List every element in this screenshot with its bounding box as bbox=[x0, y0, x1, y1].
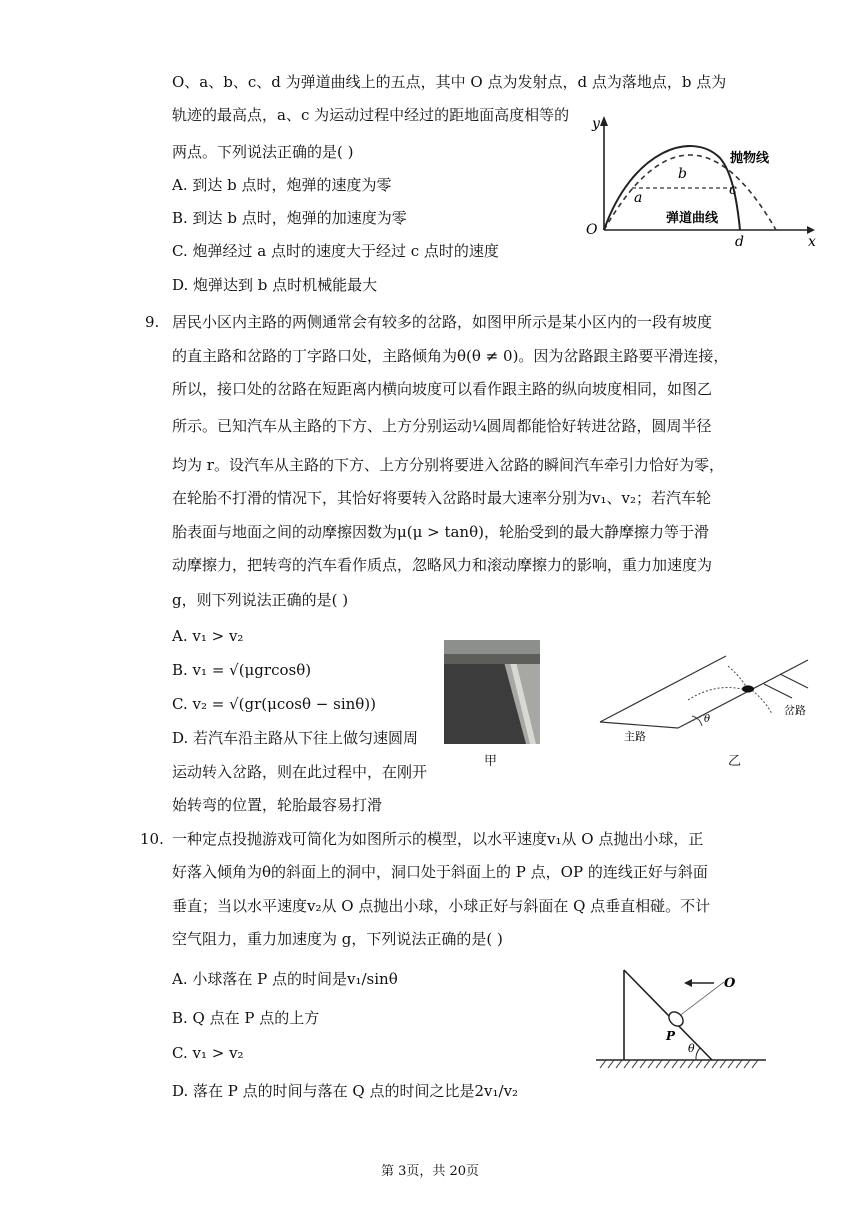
q9-option-d-2: 运动转入岔路，则在此过程中，在刚开 bbox=[172, 763, 428, 781]
q8-point-a: a bbox=[634, 190, 643, 206]
q9-main-road-label: 主路 bbox=[624, 730, 646, 743]
q9-theta-label: θ bbox=[704, 714, 711, 725]
q8-x-axis-label: x bbox=[808, 234, 816, 250]
q9-line-5: 均为 r。设汽车从主路的下方、上方分别将要进入岔路的瞬间汽车牵引力恰好为零， bbox=[172, 456, 724, 474]
q8-trajectory-figure bbox=[582, 110, 822, 250]
q9-line-6: 在轮胎不打滑的情况下，其恰好将要转入岔路时最大速率分别为v₁、v₂；若汽车轮 bbox=[172, 489, 711, 507]
q10-line-4: 空气阻力，重力加速度为 g，下列说法正确的是( ) bbox=[172, 930, 503, 948]
q10-point-o-label: O bbox=[724, 976, 736, 991]
q9-option-d-1: D. 若汽车沿主路从下往上做匀速圆周 bbox=[172, 729, 419, 747]
q8-point-d: d bbox=[735, 234, 744, 250]
q10-number: 10. bbox=[140, 830, 164, 848]
q9-fig-jia-caption: 甲 bbox=[484, 754, 498, 769]
q10-theta-label: θ bbox=[688, 1042, 695, 1055]
q9-photo-jia bbox=[444, 640, 540, 744]
q9-branch-road-label: 岔路 bbox=[784, 704, 806, 717]
q8-option-a: A. 到达 b 点时，炮弹的速度为零 bbox=[172, 176, 392, 194]
q9-number: 9. bbox=[145, 313, 160, 331]
q9-line-3: 所以，接口处的岔路在短距离内横向坡度可以看作跟主路的纵向坡度相同，如图乙 bbox=[172, 380, 713, 398]
q9-option-d-3: 始转弯的位置，轮胎最容易打滑 bbox=[172, 796, 383, 814]
q8-option-c: C. 炮弹经过 a 点时的速度大于经过 c 点时的速度 bbox=[172, 242, 499, 260]
q9-line-1: 居民小区内主路的两侧通常会有较多的岔路，如图甲所示是某小区内的一段有坡度 bbox=[172, 313, 713, 331]
q9-option-a: A. v₁ > v₂ bbox=[172, 627, 244, 645]
q9-road-diagram-yi bbox=[596, 652, 816, 750]
q10-line-3: 垂直；当以水平速度v₂从 O 点抛出小球，小球正好与斜面在 Q 点垂直相碰。不计 bbox=[172, 897, 711, 915]
q8-line-2: 轨迹的最高点，a、c 为运动过程中经过的距地面高度相等的 bbox=[172, 106, 570, 124]
q9-line-4: 所示。已知汽车从主路的下方、上方分别运动¼圆周都能恰好转进岔路，圆周半径 bbox=[172, 417, 712, 435]
q8-origin-label: O bbox=[586, 222, 598, 238]
q10-point-p-label: P bbox=[666, 1029, 676, 1043]
q9-option-c: C. v₂ = √(gr(μcosθ − sinθ)) bbox=[172, 695, 377, 713]
q8-ballistic-label: 弹道曲线 bbox=[666, 211, 719, 226]
q8-parabola-label: 抛物线 bbox=[730, 151, 770, 166]
q10-option-c: C. v₁ > v₂ bbox=[172, 1044, 244, 1062]
q10-option-b: B. Q 点在 P 点的上方 bbox=[172, 1009, 320, 1027]
q9-line-2: 的直主路和岔路的丁字路口处，主路倾角为θ(θ ≠ 0)。因为岔路跟主路要平滑连接， bbox=[172, 347, 729, 365]
q9-line-9: g，则下列说法正确的是( ) bbox=[172, 591, 349, 609]
q10-incline-figure bbox=[596, 964, 772, 1074]
q10-line-2: 好落入倾角为θ的斜面上的洞中，洞口处于斜面上的 P 点，OP 的连线正好与斜面 bbox=[172, 863, 708, 881]
q9-option-b: B. v₁ = √(μgrcosθ) bbox=[172, 661, 312, 679]
q8-point-c: c bbox=[729, 182, 737, 198]
q9-line-7: 胎表面与地面之间的动摩擦因数为μ(μ > tanθ)，轮胎受到的最大静摩擦力等于滑 bbox=[172, 523, 709, 541]
q8-line-3: 两点。下列说法正确的是( ) bbox=[172, 143, 354, 161]
page-footer: 第 3页，共 20页 bbox=[380, 1164, 480, 1179]
q8-line-1: O、a、b、c、d 为弹道曲线上的五点，其中 O 点为发射点，d 点为落地点，b 点为 bbox=[172, 73, 727, 91]
q10-option-a: A. 小球落在 P 点的时间是v₁/sinθ bbox=[172, 970, 398, 988]
q10-line-1: 一种定点投抛游戏可简化为如图所示的模型，以水平速度v₁从 O 点抛出小球，正 bbox=[172, 830, 704, 848]
q9-fig-yi-caption: 乙 bbox=[728, 754, 742, 769]
q8-option-d: D. 炮弹达到 b 点时机械能最大 bbox=[172, 276, 378, 294]
q8-point-b: b bbox=[678, 166, 687, 182]
q8-y-axis-label: y bbox=[592, 116, 600, 132]
q10-option-d: D. 落在 P 点的时间与落在 Q 点的时间之比是2v₁/v₂ bbox=[172, 1082, 519, 1100]
q9-line-8: 动摩擦力，把转弯的汽车看作质点，忽略风力和滚动摩擦力的影响，重力加速度为 bbox=[172, 556, 713, 574]
q8-option-b: B. 到达 b 点时，炮弹的加速度为零 bbox=[172, 209, 407, 227]
